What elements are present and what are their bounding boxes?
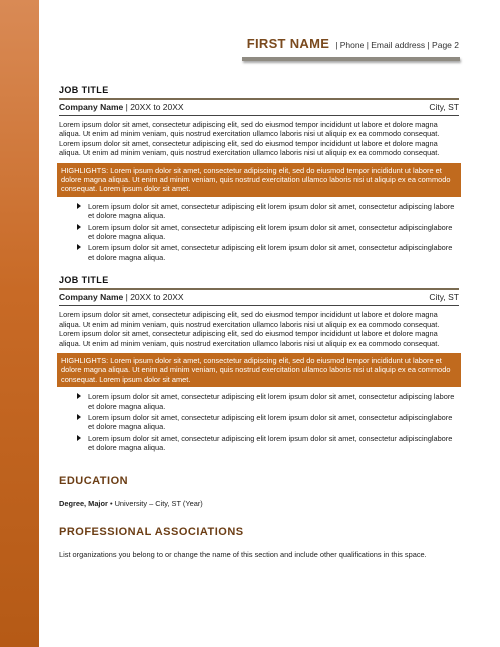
achievement-list: [59, 392, 459, 452]
list-item: [77, 392, 459, 411]
job-dates: | 20XX to 20XX: [125, 102, 184, 112]
list-item: [77, 202, 459, 221]
associations-text: List organizations you belong to or change the name of this section and include other qualifications in this space.: [59, 549, 427, 559]
job-description: Lorem ipsum dolor sit amet, consectetur adipiscing elit, sed do eiusmod tempor incididunt ut labore et dolore magna aliqua. Ut enim ad minim veniam, quis nostrud exercitation ullamco laboris nisi ut aliquip ex ea commodo consequat. Lorem ipsum dolor sit amet, consectetur adipiscing elit, sed do eiusmod tempor incididunt ut labore et dolore magna aliqua. Ut enim ad minim veniam, quis nostrud exercitation ullamco laboris nisi ut aliquip ex ea commodo consequat.: [59, 310, 440, 348]
triangle-bullet-icon: [77, 224, 81, 230]
triangle-bullet-icon: [77, 203, 81, 209]
triangle-bullet-icon: [77, 414, 81, 420]
sidebar-accent-bar: [0, 0, 39, 647]
list-item: [77, 434, 459, 453]
education-heading: EDUCATION: [59, 474, 129, 487]
list-item-text: Lorem ipsum dolor sit amet, consectetur adipiscing elit lorem ipsum dolor sit amet, consectetur adipiscinglabore et dolore magna aliqua.: [88, 433, 453, 453]
triangle-bullet-icon: [77, 244, 81, 250]
degree-major: Degree, Major: [59, 498, 108, 508]
list-item-text: Lorem ipsum dolor sit amet, consectetur adipiscing elit lorem ipsum dolor sit amet, consectetur adipiscing labore et dolore magna aliqua.: [88, 201, 455, 221]
job-description: Lorem ipsum dolor sit amet, consectetur adipiscing elit, sed do eiusmod tempor incididunt ut labore et dolore magna aliqua. Ut enim ad minim veniam, quis nostrud exercitation ullamco laboris nisi ut aliquip ex ea commodo consequat. Lorem ipsum dolor sit amet, consectetur adipiscing elit, sed do eiusmod tempor incididunt ut labore et dolore magna aliqua. Ut enim ad minim veniam, quis nostrud exercitation ullamco laboris nisi ut aliquip ex ea commodo consequat.: [59, 120, 440, 158]
associations-heading: PROFESSIONAL ASSOCIATIONS: [59, 525, 244, 538]
job-location: City, ST: [429, 292, 459, 303]
job-location: City, ST: [429, 102, 459, 112]
highlights-box: HIGHLIGHTS: Lorem ipsum dolor sit amet, consectetur adipiscing elit, sed do eiusmod tempor incididunt ut labore et dolore magna aliqua. Ut enim ad minim veniam, quis nostrud exercitation ullamco laboris nisi ut aliquip ex ea commodo consequat. Lorem ipsum dolor sit amet.: [57, 163, 461, 197]
job-title: JOB TITLE: [59, 275, 109, 286]
candidate-name: FIRST NAME: [246, 36, 330, 51]
triangle-bullet-icon: [77, 435, 81, 441]
list-item-text: Lorem ipsum dolor sit amet, consectetur adipiscing elit lorem ipsum dolor sit amet, consectetur adipiscing labore et dolore magna aliqua.: [88, 392, 455, 411]
list-item: [77, 243, 459, 262]
header-divider: [242, 57, 460, 61]
company-row: [59, 292, 459, 306]
job-divider: [59, 98, 459, 100]
university-info: • University – City, ST (Year): [107, 498, 203, 508]
education-entry: [59, 499, 459, 508]
associations-section: [59, 526, 459, 559]
job-entry: [59, 275, 459, 452]
list-item-text: Lorem ipsum dolor sit amet, consectetur adipiscing elit lorem ipsum dolor sit amet, consectetur adipiscinglabore et dolore magna aliqua.: [88, 222, 453, 242]
list-item-text: Lorem ipsum dolor sit amet, consectetur adipiscing elit lorem ipsum dolor sit amet, consectetur adipiscinglabore et dolore magna aliqua.: [88, 243, 453, 262]
company-info: [59, 102, 184, 112]
company-info: [59, 292, 184, 302]
company-row: [59, 102, 459, 116]
resume-body: [59, 85, 459, 559]
company-name: Company Name: [59, 292, 124, 303]
education-section: [59, 475, 459, 508]
list-item: [77, 413, 459, 432]
highlights-box: HIGHLIGHTS: Lorem ipsum dolor sit amet, consectetur adipiscing elit, sed do eiusmod tempor incididunt ut labore et dolore magna aliqua. Ut enim ad minim veniam, quis nostrud exercitation ullamco laboris nisi ut aliquip ex ea commodo consequat. Lorem ipsum dolor sit amet.: [57, 353, 461, 387]
triangle-bullet-icon: [77, 393, 81, 399]
list-item: [77, 223, 459, 242]
page-header: [247, 36, 459, 51]
company-name: Company Name: [59, 102, 124, 112]
job-entry: [59, 85, 459, 262]
contact-line: | Phone | Email address | Page 2: [335, 40, 459, 50]
job-title: JOB TITLE: [59, 85, 109, 95]
list-item-text: Lorem ipsum dolor sit amet, consectetur adipiscing elit lorem ipsum dolor sit amet, consectetur adipiscinglabore et dolore magna aliqua.: [88, 412, 453, 432]
achievement-list: [59, 202, 459, 262]
job-dates: | 20XX to 20XX: [125, 292, 184, 303]
job-divider: [59, 288, 459, 290]
